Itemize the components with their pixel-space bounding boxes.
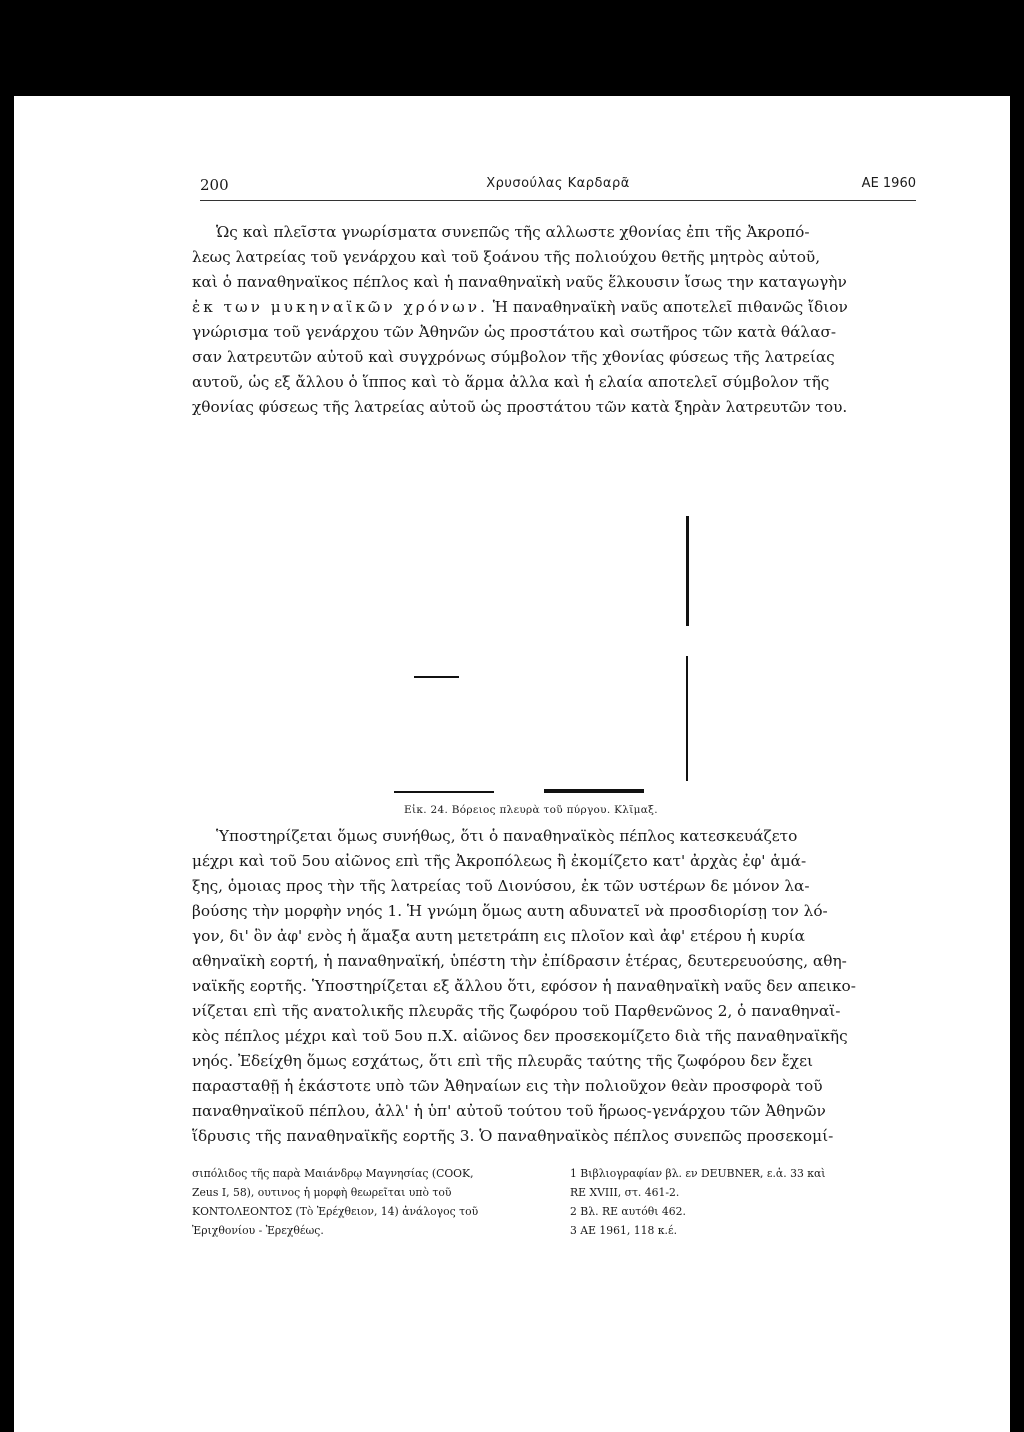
text-line: ξης, ὁμοιας προς τὴν τῆς λατρείας τοῦ Διονύσου, ἐκ τῶν υστέρων δε μόνον λα- [192, 877, 810, 895]
text-line: ναϊκῆς εορτῆς. Ὑποστηρίζεται εξ ἄλλου ὅτι, εφόσον ἡ παναθηναϊκὴ ναῦς δεν απεικο- [192, 977, 856, 995]
text-line: νίζεται επὶ τῆς ανατολικῆς πλευρᾶς τῆς ζωφόρου τοῦ Παρθενῶνος 2, ὁ παναθηναϊ- [192, 1002, 841, 1020]
footnote-line: RE XVIII, στ. 461-2. [570, 1186, 680, 1199]
footnote-line: σιπόλιδος τῆς παρὰ Μαιάνδρῳ Μαγνησίας (COOK, [192, 1167, 474, 1180]
footnotes-left-column [192, 1164, 542, 1240]
footnote-line: Ἐριχθονίου - Ἐρεχθέως. [192, 1224, 324, 1237]
paragraph-1 [192, 220, 912, 420]
figure-base-bar-right [544, 789, 644, 793]
page-number: 200 [200, 176, 229, 194]
text-line: νηός. Ἐδείχθη ὅμως εσχάτως, ὅτι επὶ τῆς πλευρᾶς ταύτης τῆς ζωφόρου δεν ἔχει [192, 1052, 814, 1070]
text-line [192, 295, 912, 320]
text-line: Ὑποστηρίζεται ὅμως συνήθως, ὅτι ὁ παναθηναϊκὸς πέπλος κατεσκευάζετο [216, 827, 798, 845]
text-line: βούσης τὴν μορφὴν νηός 1. Ἡ γνώμη ὅμως αυτη αδυνατεῖ νὰ προσδιορίσῃ τον λό- [192, 902, 828, 920]
text-line: ἵδρυσις τῆς παναθηναϊκῆς εορτῆς 3. Ὁ παναθηναϊκὸς πέπλος συνεπῶς προσεκομί- [192, 1127, 834, 1145]
figure-caption: Εἰκ. 24. Βόρειος πλευρὰ τοῦ πύργου. Κλῖμαξ. [404, 804, 658, 816]
journal-year: ΑΕ 1960 [861, 176, 916, 191]
text-line: καὶ ὁ παναθηναϊκος πέπλος καὶ ἡ παναθηναϊκὴ ναῦς ἕλκουσιν ἴσως την καταγωγὴν [192, 273, 847, 291]
book-page [14, 96, 1010, 1432]
running-title: Χρυσούλας Καρδαρᾶ [486, 176, 630, 191]
text-line: παρασταθῇ ἡ ἑκάστοτε υπὸ τῶν Ἀθηναίων εις τὴν πολιοῦχον θεὰν προσφορὰ τοῦ [192, 1077, 823, 1095]
text-line: μέχρι καὶ τοῦ 5ου αἰῶνος επὶ τῆς Ἀκροπόλεως ἢ ἐκομίζετο κατ' ἀρχὰς ἐφ' ἁμά- [192, 852, 807, 870]
running-header [200, 176, 916, 201]
text-line: κὸς πέπλος μέχρι καὶ τοῦ 5ου π.Χ. αἰῶνος δεν προσεκομίζετο διὰ τῆς παναθηναϊκῆς [192, 1027, 848, 1045]
text-line: γον, δι' ὃν ἀφ' ενὸς ἡ ἅμαξα αυτη μετετράπη εις πλοῖον καὶ ἀφ' ετέρου ἡ κυρία [192, 927, 805, 945]
paragraph-2 [192, 824, 912, 1149]
text-line: σαν λατρευτῶν αὐτοῦ καὶ συγχρόνως σύμβολον τῆς χθονίας φύσεως τῆς λατρείας [192, 348, 835, 366]
footnotes-right-column [570, 1164, 915, 1240]
text-line: παναθηναϊκοῦ πέπλου, ἀλλ' ἡ ὑπ' αὐτοῦ τούτου τοῦ ἥρωος-γενάρχου τῶν Ἀθηνῶν [192, 1102, 826, 1120]
text-line: γνώρισμα τοῦ γενάρχου τῶν Ἀθηνῶν ὡς προστάτου καὶ σωτῆρος τῶν κατὰ θάλασ- [192, 323, 837, 341]
figure-vertical-line-short [686, 656, 688, 781]
text-line: χθονίας φύσεως τῆς λατρείας αὐτοῦ ὡς προστάτου τῶν κατὰ ξηρὰν λατρευτῶν του. [192, 398, 848, 416]
footnote-line: 3 ΑΕ 1961, 118 κ.έ. [570, 1224, 677, 1237]
text-line: λεως λατρείας τοῦ γενάρχου καὶ τοῦ ξοάνου τῆς πολιούχου θετῆς μητρὸς αὐτοῦ, [192, 248, 821, 266]
text-line: αυτοῦ, ὡς εξ ἄλλου ὁ ἵππος καὶ τὸ ἅρμα ἀλλα καὶ ἡ ελαία αποτελεῖ σύμβολον τῆς [192, 373, 830, 391]
text-line: Ὡς καὶ πλεῖστα γνωρίσματα συνεπῶς τῆς αλλωστε χθονίας ἐπι τῆς Ἀκροπό- [216, 223, 810, 241]
text-line-tail: Ἡ παναθηναϊκὴ ναῦς αποτελεῖ πιθανῶς ἴδιον [487, 298, 848, 316]
footnote-line: 1 Βιβλιογραφίαν βλ. εν DEUBNER, ε.ἁ. 33 καὶ [570, 1167, 826, 1180]
figure-vertical-line-tall [686, 516, 689, 626]
figure-horizontal-line-left [414, 676, 459, 678]
text-line: αθηναϊκὴ εορτή, ἡ παναθηναϊκή, ὑπέστη τὴν ἐπίδρασιν ἑτέρας, δευτερευούσης, αθη- [192, 952, 847, 970]
footnote-line: 2 Βλ. RE αυτόθι 462. [570, 1205, 686, 1218]
footnote-line: ΚΟΝΤΟΛΕΟΝΤΟΣ (Τὸ Ἐρέχθειον, 14) ἀνάλογος τοῦ [192, 1205, 479, 1218]
spaced-phrase: ἐκ των μυκηναϊκῶν χρόνων. [192, 298, 488, 316]
figure-24 [394, 516, 704, 796]
figure-base-bar-left [394, 791, 494, 793]
footnote-line: Zeus I, 58), ουτινος ἡ μορφὴ θεωρεῖται υπὸ τοῦ [192, 1186, 452, 1199]
